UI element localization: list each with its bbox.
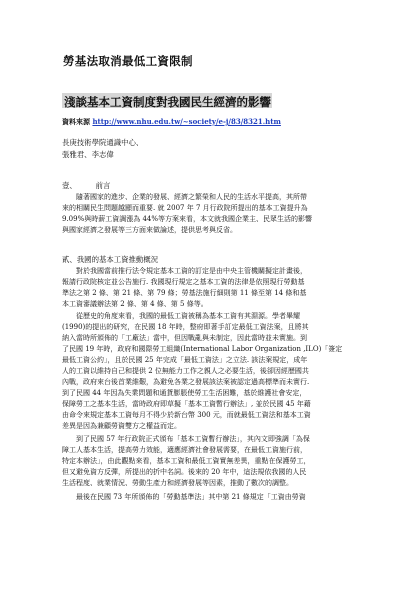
text-line: 納入當時所頒佈的「工廠法」當中，但因戰亂與未制定，因此當時並未實施。到: [62, 334, 307, 342]
text-line: 隨著國家的進步、企業的發展、經濟之繁榮和人民的生活水平提高，其所帶: [76, 193, 307, 201]
text-line: 由命令來規定基本工資每月不得少於新台幣 300 元，而就最低工資法和基本工資: [62, 411, 311, 419]
text-line: 特定本辦法」，由此觀點來看，基本工資和最低工資實無差異，重點在保護勞工，: [62, 457, 311, 465]
text-line: 保障勞工之基本生活，當時政府即草擬「基本工資暫行辦法」, 並於民國 45 年藉: [62, 400, 311, 408]
text-line: 生活程度、就業情況、勞動生產力和經濟發展等因素，推動了數次的調整。: [62, 479, 293, 487]
paragraph-labor-standards-act: [62, 492, 364, 503]
text-line: 9.09%與時薪工資調漲為 44%等方案來看，本文就我國企業主、民眾生活的影響: [62, 215, 313, 223]
article-subtitle: 淺談基本工資制度對我國民生經濟的影響: [64, 95, 271, 109]
text-line: 報請行政院核定並公告施行. 我國現行規定之基本工資的法律是依照現行勞動基: [62, 278, 305, 286]
text-line: 人的工資以維持自己和提供 2 位無能力工作之親人之必要生活，後卻因經歷國共: [62, 367, 309, 375]
author-affiliation: 長庚技術學院通識中心、: [62, 138, 144, 147]
paragraph-introduction: [62, 192, 364, 236]
text-line: 了民國 19 年時，政府和國際勞工組織(International Labor Organization ,ILO)「簽定: [62, 345, 343, 353]
paragraph-legal-basis: [62, 266, 364, 310]
text-line: 準法之第 2 條、第 21 條、第 79 條；勞基法施行細則第 11 條至第 14 條和基: [62, 289, 307, 297]
authors-block: [62, 137, 143, 161]
text-line: 到了民國 57 年行政院正式頒布「基本工資暫行辦法」，其內文即強調「為保: [76, 435, 310, 443]
text-line: 差異是因為兼顧勞資雙方之權益而定。: [62, 422, 181, 430]
text-line: 從歷史的角度來看，我國的最低工資被稱為基本工資有其淵源。學者畢耀: [76, 312, 300, 320]
text-line: 到了民國 44 年因為失業問題和通貨膨脹使勞工生活困難，基於維護社會安定，: [62, 389, 307, 397]
text-line: 本工資審議辦法第 2 條、第 4 條、第 5 條等。: [62, 300, 208, 308]
author-names: 張雅君、李志偉: [62, 150, 114, 159]
source-link[interactable]: http://www.nhu.edu.tw/~society/e-j/83/8321.htm: [92, 117, 281, 126]
text-line: 最低工資公約」，且於民國 25 年完成「最低工資法」之立法. 該法案規定，成年: [62, 356, 308, 364]
text-line: (1990)的提出的研究，在民國 18 年時，整府即著手訂定最低工資法案，且將其: [62, 323, 309, 331]
paragraph-interim-measures: [62, 434, 364, 489]
page-title: 勞基法取消最低工資限制: [63, 54, 193, 68]
section-heading-introduction: 壹、 前言: [62, 181, 111, 190]
text-line: 內戰，政府來台後首業維艱，為避免各業之發展該法案被認定過高標準而未實行.: [62, 378, 310, 386]
source-label: 資料來源: [62, 117, 93, 126]
section-heading-overview: 貳、我國的基本工資推動概況: [62, 255, 159, 264]
text-line: 最後在民國 73 年所頒佈的「勞動基準法」其中第 21 條規定「工資由勞資: [76, 493, 306, 501]
paragraph-history: [62, 311, 364, 432]
text-line: 對於我國當前推行法令規定基本工資的訂定是由中央主管機關擬定計畫後，: [76, 267, 307, 275]
source-line: [62, 117, 281, 127]
text-line: 但又避免資方反彈，所提出的折中名詞。後來的 20 年中，這法規依我國的人民: [62, 468, 307, 476]
text-line: 與國家經濟之發展等三方面來做論述，提供思考與反省。: [62, 226, 237, 234]
text-line: 障工人基本生活，提高勞力效能，適應經濟社會發展需要，在最低工資施行前，: [62, 446, 307, 454]
text-line: 來的相關民生問題越顯而重要. 就 2007 年 7 月行政院所提出的基本工資提升為: [62, 204, 308, 212]
